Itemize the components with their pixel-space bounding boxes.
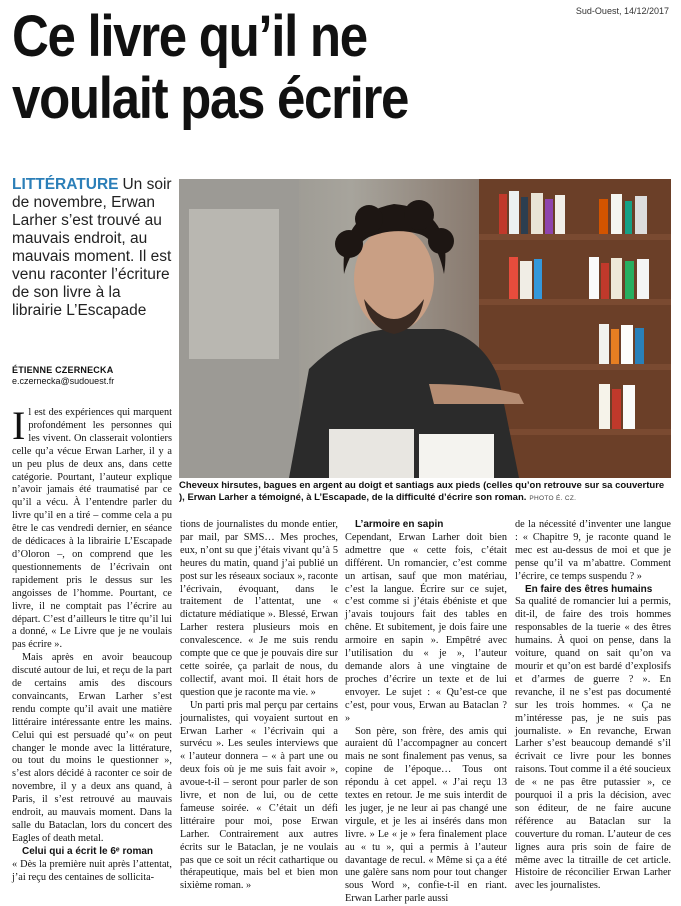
drop-cap: I [12, 409, 25, 443]
subheading: Celui qui a écrit le 6ᵉ roman [12, 846, 172, 859]
paragraph: Mais après en avoir beaucoup discuté autour de lui, et reçu de la part de certains amis des discours convaincants, Erwan Larher s’est rendu compte qu’il avait une matière littéraire intéressante entre les mains. Celui qui est persuadé qu’« on peut changer le monde avec la littérature, ou tout du moins le questionner », s’est alors décidé à raconter ce soir de novembre, il y a deux ans quand, à Paris, il s’est retrouvé au mauvais endroit, au mauvais moment. Dans la salle du Bataclan, lors du concert des Eagles of death metal. [12, 652, 172, 846]
paragraph: tions de journalistes du monde entier, par mail, par SMS… Mes proches, eux, n’ont su que j’étais vivant qu’à 5 heures du matin, quand j’ai publié un post sur les réseaux sociaux », raconte l’écrivain, évoquant, dans le traitement de l’attentat, une « dictature médiatique ». Blessé, Erwan Larher restera plusieurs mois en convalescence. « Je me suis rendu compte que ce que je pouvais dire sur cette soirée, ça parlait de nous, du collectif, avant moi. Il était hors de question que je raconte ma vie. » [180, 519, 338, 700]
byline [12, 365, 172, 387]
caption-text: Cheveux hirsutes, bagues en argent au doigt et santiags aux pieds (celles qu’on retrouve sur sa couverture ), Erwan Larher a témoigné, à L’Escapade, de la difficulté d’écrire son roman. [179, 480, 664, 503]
subheading: En faire des êtres humains [515, 584, 671, 597]
paragraph: Un parti pris mal perçu par certains journalistes, qui voyaient surtout en Erwan Larher « l’écrivain qui a survécu ». Les seules interviews que « l’auteur donnera – « à part une ou deux fois où je me suis fait avoir », avoue-t-il – seront pour parler de son livre, et non de lui, ou de cette fameuse soirée. « C’était un défi littéraire pour moi, pose Erwan Larher. Contrairement aux autres écrits sur le Bataclan, je ne voulais pas que ce soit un récit cathartique ou thérapeutique, mais bel et bien mon sixième roman. » [180, 700, 338, 894]
article-column-2 [180, 519, 338, 893]
source-line: Sud-Ouest, 14/12/2017 [576, 6, 669, 16]
article-photo [179, 179, 671, 478]
article-column-1 [12, 407, 172, 885]
intro-text: Un soir de novembre, Erwan Larher s’est trouvé au mauvais endroit, au mauvais moment. Il est venu raconter l’écriture de son livre à la librairie L’Escapade [12, 176, 172, 319]
intro-lead [12, 176, 174, 320]
photo-caption [179, 480, 671, 505]
rubric-label: LITTÉRATURE [12, 176, 118, 193]
byline-author: ÉTIENNE CZERNECKA [12, 365, 172, 376]
article-column-3 [345, 519, 507, 906]
article-column-4 [515, 519, 671, 893]
photo-illustration [179, 179, 671, 478]
paragraph: Son père, son frère, des amis qui auraient dû l’accompagner au concert mais ne sont finalement pas venus, sa copine de l’époque… Tous ont répondu à cet appel. « J’ai reçu 13 textes en retour. Je me suis interdit de les juger, je ne leur ai pas changé une virgule, et je les ai insérés dans mon livre. » Le « je » fera finalement place au « tu », qui a permis à l’auteur davantage de recul. « Même si ça a été une galère sans nom pour tout changer sous Word », confie-t-il en riant. Erwan Larher parle aussi [345, 726, 507, 906]
subheading: L’armoire en sapin [345, 519, 507, 532]
photo-credit: PHOTO É. CZ. [529, 495, 576, 502]
paragraph-text: l est des expériences qui marquent profondément les personnes qui les vivent. On classerait volontiers celle qu’a vécue Erwan Larher, il y a un peu plus de deux ans, dans cette catégorie. Pourtant, l’auteur explique n’avoir jamais été traumatisé par ce qu’il a vécu. À l’entendre parler du livre qu’il en a tiré – comme cela a pu être le cas vendredi dernier, en séance de dédicaces à la librairie L’Escapade d’Oloron –, on comprend que les questionnements de l’écrivain ont rapidement pris le dessus sur les angoisses de l’homme. Pourtant, ce livre, il ne comptait pas l’écrire au départ. C’est d’ailleurs le titre qu’il lui a donné, « Le Livre que je ne voulais pas écrire ». [12, 407, 172, 650]
headline-line-2: voulait pas écrire [12, 66, 408, 131]
paragraph [12, 407, 172, 652]
paragraph: « Dès la première nuit après l’attentat, j’ai reçu des centaines de sollicita- [12, 859, 172, 885]
byline-email: e.czernecka@sudouest.fr [12, 376, 172, 387]
paragraph: Cependant, Erwan Larher doit bien admettre que « cette fois, c’était différent. Un romancier, c’est comme un artisan, sauf que mon matériau, c’est la langue. Écrire sur ce sujet, c’est comme si j’étais ébéniste et que j’avais toujours fait des tables en chêne. Et subitement, je dois faire une armoire en sapin ». Empêtré avec l’utilisation du « je », l’auteur demande alors à une vingtaine de proches d’écrire un texte et de lui envoyer. Le sujet : « Qu’est-ce que c’est, pour vous, Erwan au Bataclan ? » [345, 532, 507, 726]
paragraph: de la nécessité d’inventer une langue : « Chapitre 9, je raconte quand le mec est au-dessus de moi et que je pense qu’il va m’abattre. Comment l’écrire, ce temps suspendu ? » [515, 519, 671, 584]
headline-line-1: Ce livre qu’il ne [12, 4, 367, 69]
headline [12, 6, 540, 130]
paragraph: Sa qualité de romancier lui a permis, dit-il, de faire des trois hommes responsables de la tuerie « des êtres humains. À quoi on pense, dans la voiture, quand on sait qu’on va mourir et qu’on est bardé d’explosifs et d’armes de guerre ? ». En revanche, il ne s’est pas documenté sur les trois hommes. « Ça ne m’intéresse pas, je ne suis pas journaliste. » En revanche, Erwan Larher s’est beaucoup demandé s’il écrivait ce livre pour les bonnes raisons. Tout comme il a été soucieux de « ne pas être putassier », ce pourquoi il a pris la décision, avec son éditeur, de ne faire aucune référence au Bataclan sur la couverture du roman. L’auteur de ces lignes aura pris soin de faire de même avec la titraille de cet article. Histoire de réconcilier Erwan Larher avec les journalistes. [515, 596, 671, 893]
